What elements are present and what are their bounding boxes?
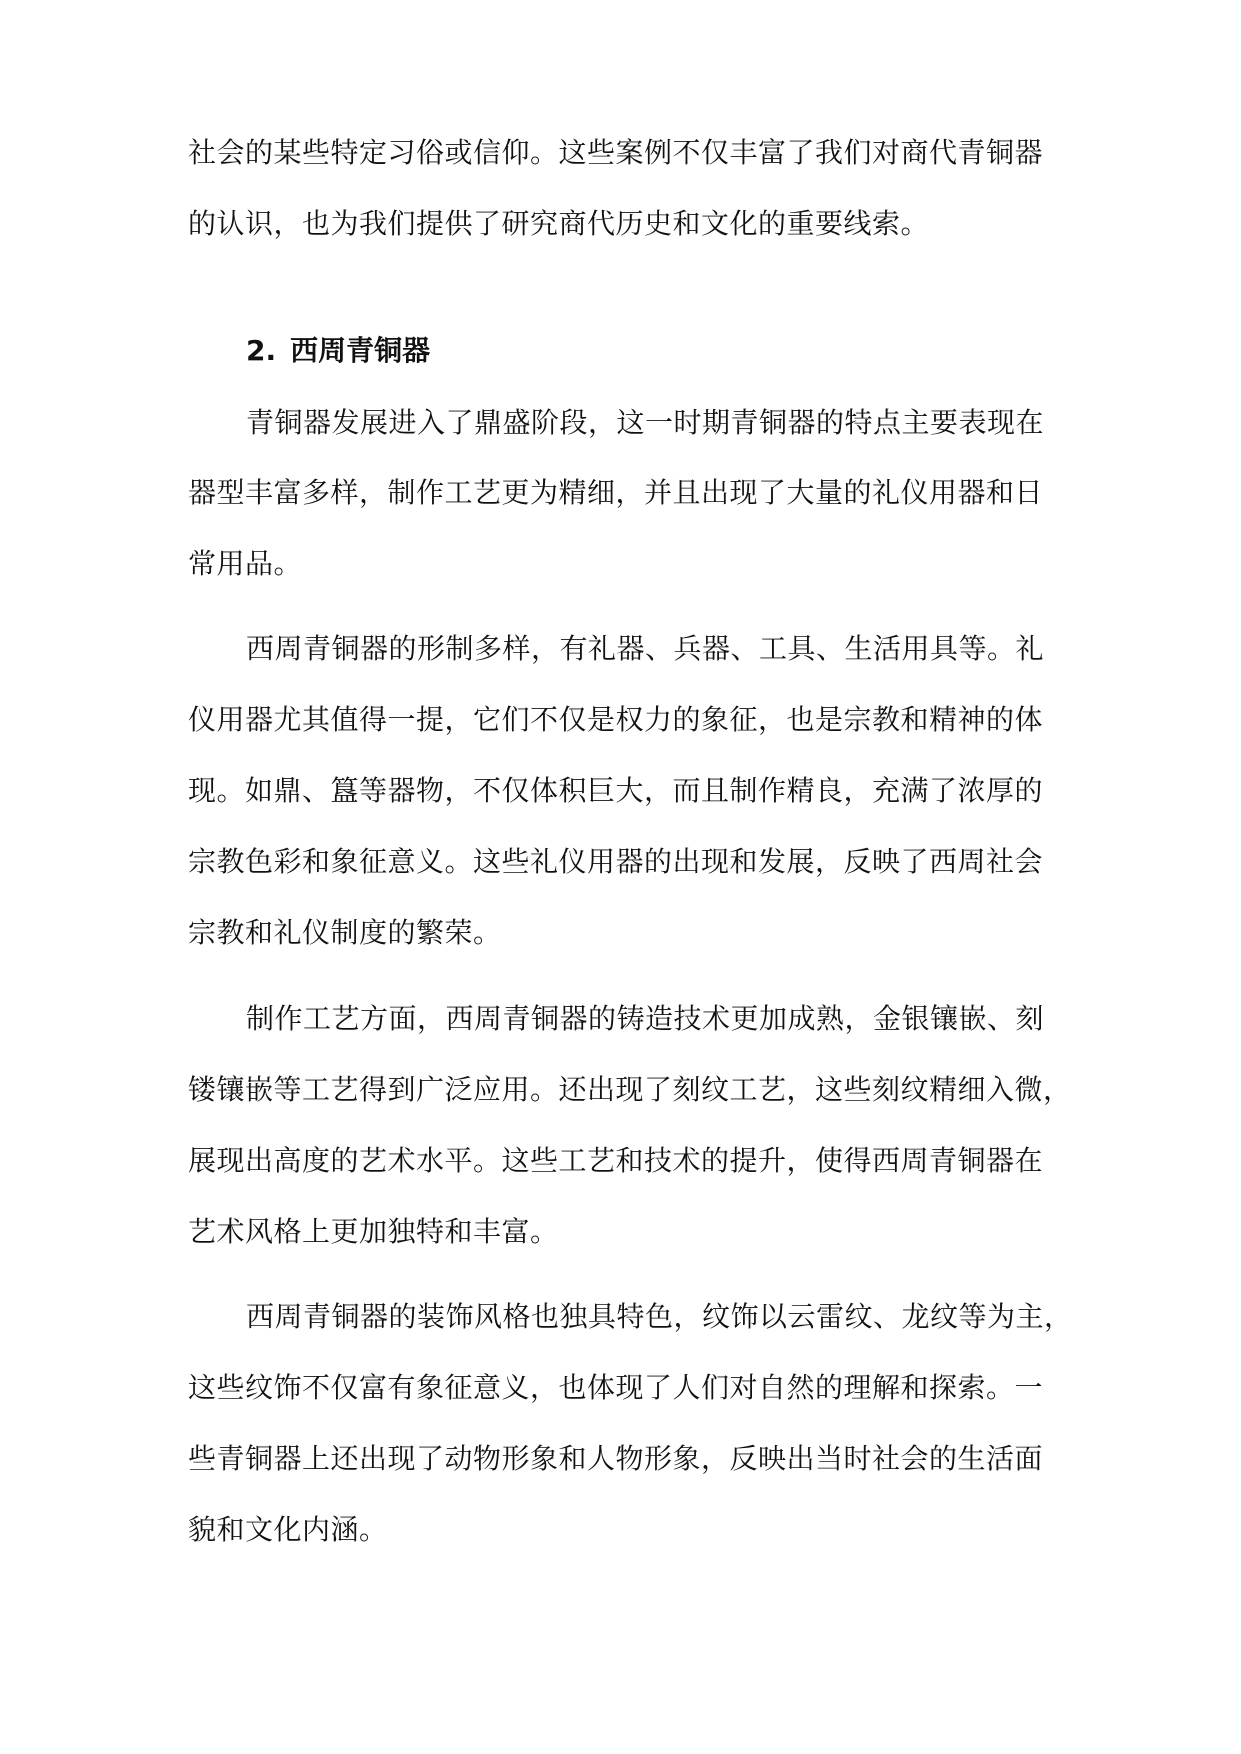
paragraph-1-line-3: 常用品。 xyxy=(188,547,303,580)
section-heading xyxy=(246,325,430,377)
section-title: 西周青铜器 xyxy=(290,334,431,367)
paragraph-2-line-1: 西周青铜器的形制多样，有礼器、兵器、工具、生活用具等。礼 xyxy=(246,632,1045,665)
section-number: 2. xyxy=(246,334,277,367)
paragraph-2-line-4: 宗教色彩和象征意义。这些礼仪用器的出现和发展，反映了西周社会 xyxy=(188,845,1044,878)
paragraph-2-line-3: 现。如鼎、簋等器物，不仅体积巨大，而且制作精良，充满了浓厚的 xyxy=(188,774,1044,807)
paragraph-3-line-1: 制作工艺方面，西周青铜器的铸造技术更加成熟，金银镶嵌、刻 xyxy=(246,1002,1045,1035)
paragraph-2-line-2: 仪用器尤其值得一提，它们不仅是权力的象征，也是宗教和精神的体 xyxy=(188,703,1044,736)
paragraph-3-line-3: 展现出高度的艺术水平。这些工艺和技术的提升，使得西周青铜器在 xyxy=(188,1144,1044,1177)
paragraph-2-line-5: 宗教和礼仪制度的繁荣。 xyxy=(188,916,502,949)
paragraph-1-line-1: 青铜器发展进入了鼎盛阶段，这一时期青铜器的特点主要表现在 xyxy=(246,406,1045,439)
paragraph-3-line-4: 艺术风格上更加独特和丰富。 xyxy=(188,1215,559,1248)
intro-line-2: 的认识，也为我们提供了研究商代历史和文化的重要线索。 xyxy=(188,207,930,240)
paragraph-4-line-2: 这些纹饰不仅富有象征意义，也体现了人们对自然的理解和探索。一 xyxy=(188,1371,1044,1404)
intro-line-1: 社会的某些特定习俗或信仰。这些案例不仅丰富了我们对商代青铜器 xyxy=(188,136,1044,169)
paragraph-4-line-3: 些青铜器上还出现了动物形象和人物形象，反映出当时社会的生活面 xyxy=(188,1442,1044,1475)
paragraph-3-line-2: 镂镶嵌等工艺得到广泛应用。还出现了刻纹工艺，这些刻纹精细入微， xyxy=(188,1073,1072,1106)
paragraph-1-line-2: 器型丰富多样，制作工艺更为精细，并且出现了大量的礼仪用器和日 xyxy=(188,476,1044,509)
paragraph-4-line-1: 西周青铜器的装饰风格也独具特色，纹饰以云雷纹、龙纹等为主， xyxy=(246,1300,1073,1333)
paragraph-4-line-4: 貌和文化内涵。 xyxy=(188,1513,388,1546)
